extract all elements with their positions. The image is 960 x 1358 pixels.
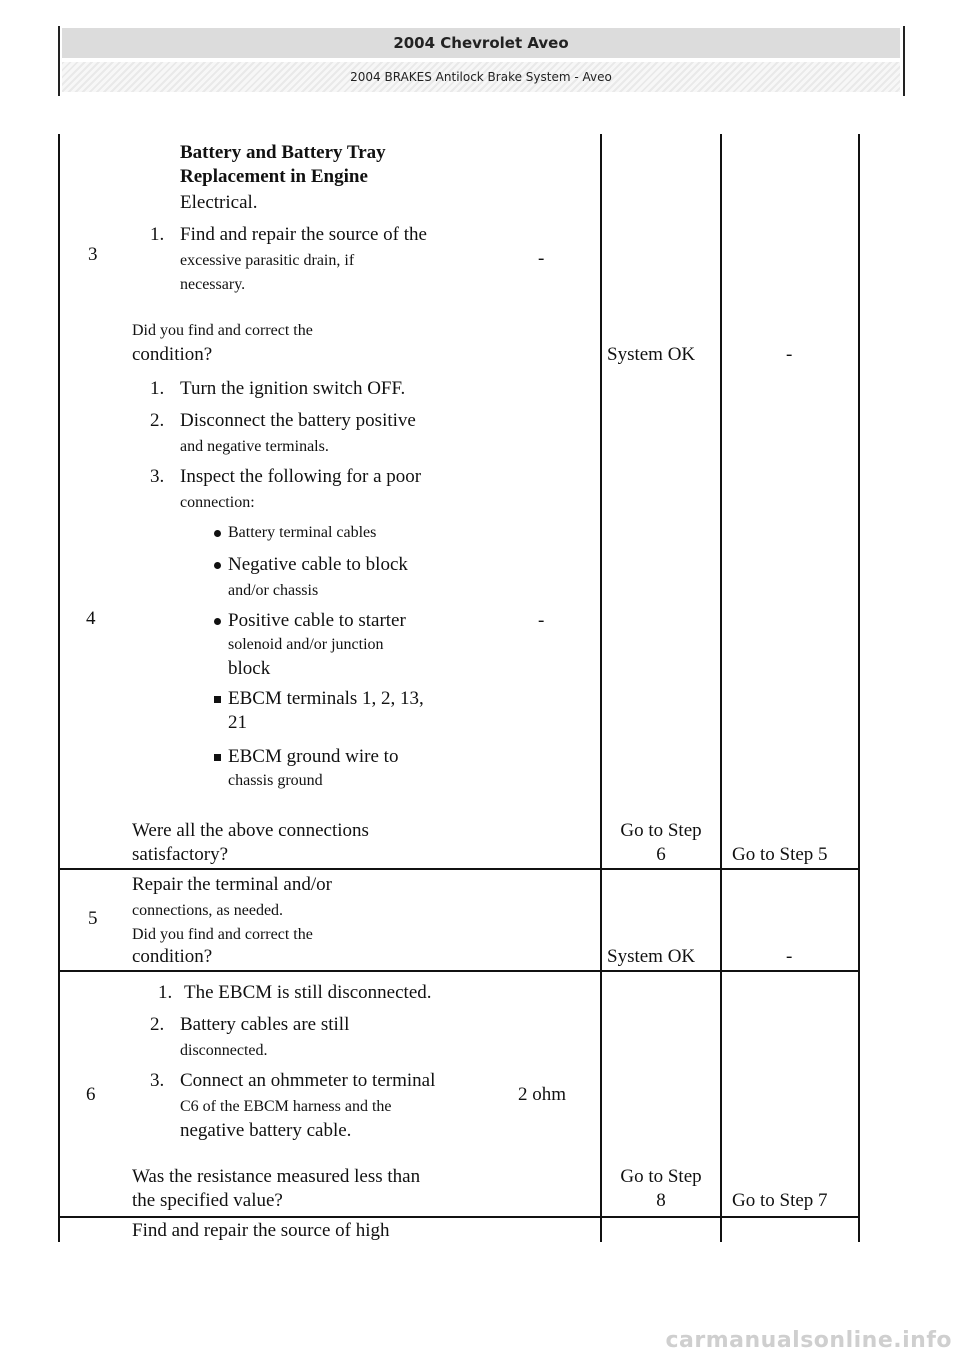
table-border-left <box>58 134 60 1242</box>
yes-action-cell: 8 <box>656 1190 666 1211</box>
table-divider-value <box>600 134 602 1242</box>
question-text: condition? <box>132 946 213 967</box>
step-number: 3 <box>88 244 98 265</box>
list-item-text: negative battery cable. <box>180 1120 352 1141</box>
bullet-text: and/or chassis <box>228 582 319 599</box>
list-item-text: Battery cables are still <box>180 1014 350 1035</box>
table-divider-yes <box>720 134 722 1242</box>
no-action-cell: Go to Step 5 <box>732 844 828 865</box>
row-text: Find and repair the source of high <box>132 1220 390 1241</box>
bullet-text: EBCM ground wire to <box>228 746 399 767</box>
value-cell: 2 ohm <box>518 1084 567 1105</box>
question-text: Did you find and correct the <box>132 926 313 943</box>
question-text: condition? <box>132 344 213 365</box>
list-item-text: Connect an ohmmeter to terminal <box>180 1070 436 1091</box>
list-item-text: necessary. <box>180 276 246 293</box>
list-item-text: Disconnect the battery positive <box>180 410 416 431</box>
question-text: Were all the above connections <box>132 820 369 841</box>
list-item-number: 1. <box>158 982 173 1003</box>
question-text: Was the resistance measured less than <box>132 1166 421 1187</box>
header-right-border <box>903 26 905 96</box>
row-divider <box>58 868 860 870</box>
yes-action-cell: System OK <box>607 344 696 365</box>
list-item-text: and negative terminals. <box>180 438 329 455</box>
bullet-text: Negative cable to block <box>228 554 408 575</box>
list-item-text: Inspect the following for a poor <box>180 466 422 487</box>
bullet-icon <box>214 530 221 537</box>
no-action-cell: - <box>786 344 793 365</box>
yes-action-cell: Go to Step <box>620 1166 702 1187</box>
list-item-number: 3. <box>150 1070 165 1091</box>
document-subtitle: 2004 BRAKES Antilock Brake System - Aveo <box>62 62 900 92</box>
list-item-text: excessive parasitic drain, if <box>180 252 355 269</box>
list-item-number: 1. <box>150 378 165 399</box>
value-cell: - <box>538 610 545 631</box>
header-left-border <box>58 26 60 96</box>
step-number: 6 <box>86 1084 96 1105</box>
question-text: Did you find and correct the <box>132 322 313 339</box>
bullet-text: block <box>228 658 271 679</box>
no-action-cell: Go to Step 7 <box>732 1190 828 1211</box>
document-title: 2004 Chevrolet Aveo <box>62 28 900 58</box>
question-text: satisfactory? <box>132 844 229 865</box>
list-item-number: 2. <box>150 1014 165 1035</box>
bullet-icon <box>214 696 221 703</box>
bullet-icon <box>214 562 221 569</box>
yes-action-cell: Go to Step <box>620 820 702 841</box>
bullet-text: Positive cable to starter <box>228 610 406 631</box>
yes-action-cell: System OK <box>607 946 696 967</box>
no-action-cell: - <box>786 946 793 967</box>
list-item-text: C6 of the EBCM harness and the <box>180 1098 392 1115</box>
list-item-number: 2. <box>150 410 165 431</box>
bullet-icon <box>214 618 221 625</box>
row-divider <box>58 970 860 972</box>
bullet-text: EBCM terminals 1, 2, 13, <box>228 688 424 709</box>
step-number: 4 <box>86 608 96 629</box>
value-cell: - <box>538 248 545 269</box>
list-item-text: disconnected. <box>180 1042 268 1059</box>
table-border-right <box>858 134 860 1242</box>
reference-link-line[interactable]: Electrical. <box>180 192 258 213</box>
bullet-icon <box>214 754 221 761</box>
bullet-text: solenoid and/or junction <box>228 636 384 653</box>
watermark: carmanualsonline.info <box>665 1328 952 1353</box>
step-number: 5 <box>88 908 98 929</box>
list-item-number: 1. <box>150 224 165 245</box>
yes-action-cell: 6 <box>656 844 666 865</box>
bullet-text: chassis ground <box>228 772 323 789</box>
reference-link-line[interactable]: Replacement in Engine <box>180 166 368 187</box>
list-item-text: Find and repair the source of the <box>180 224 427 245</box>
question-text: the specified value? <box>132 1190 283 1211</box>
reference-link-line[interactable]: Battery and Battery Tray <box>180 142 386 163</box>
list-item-number: 3. <box>150 466 165 487</box>
row-text: Repair the terminal and/or <box>132 874 332 895</box>
row-text: connections, as needed. <box>132 902 284 919</box>
list-item-text: connection: <box>180 494 255 511</box>
bullet-text: 21 <box>228 712 247 733</box>
list-item-text: The EBCM is still disconnected. <box>184 982 432 1003</box>
list-item-text: Turn the ignition switch OFF. <box>180 378 406 399</box>
bullet-text: Battery terminal cables <box>228 524 377 541</box>
